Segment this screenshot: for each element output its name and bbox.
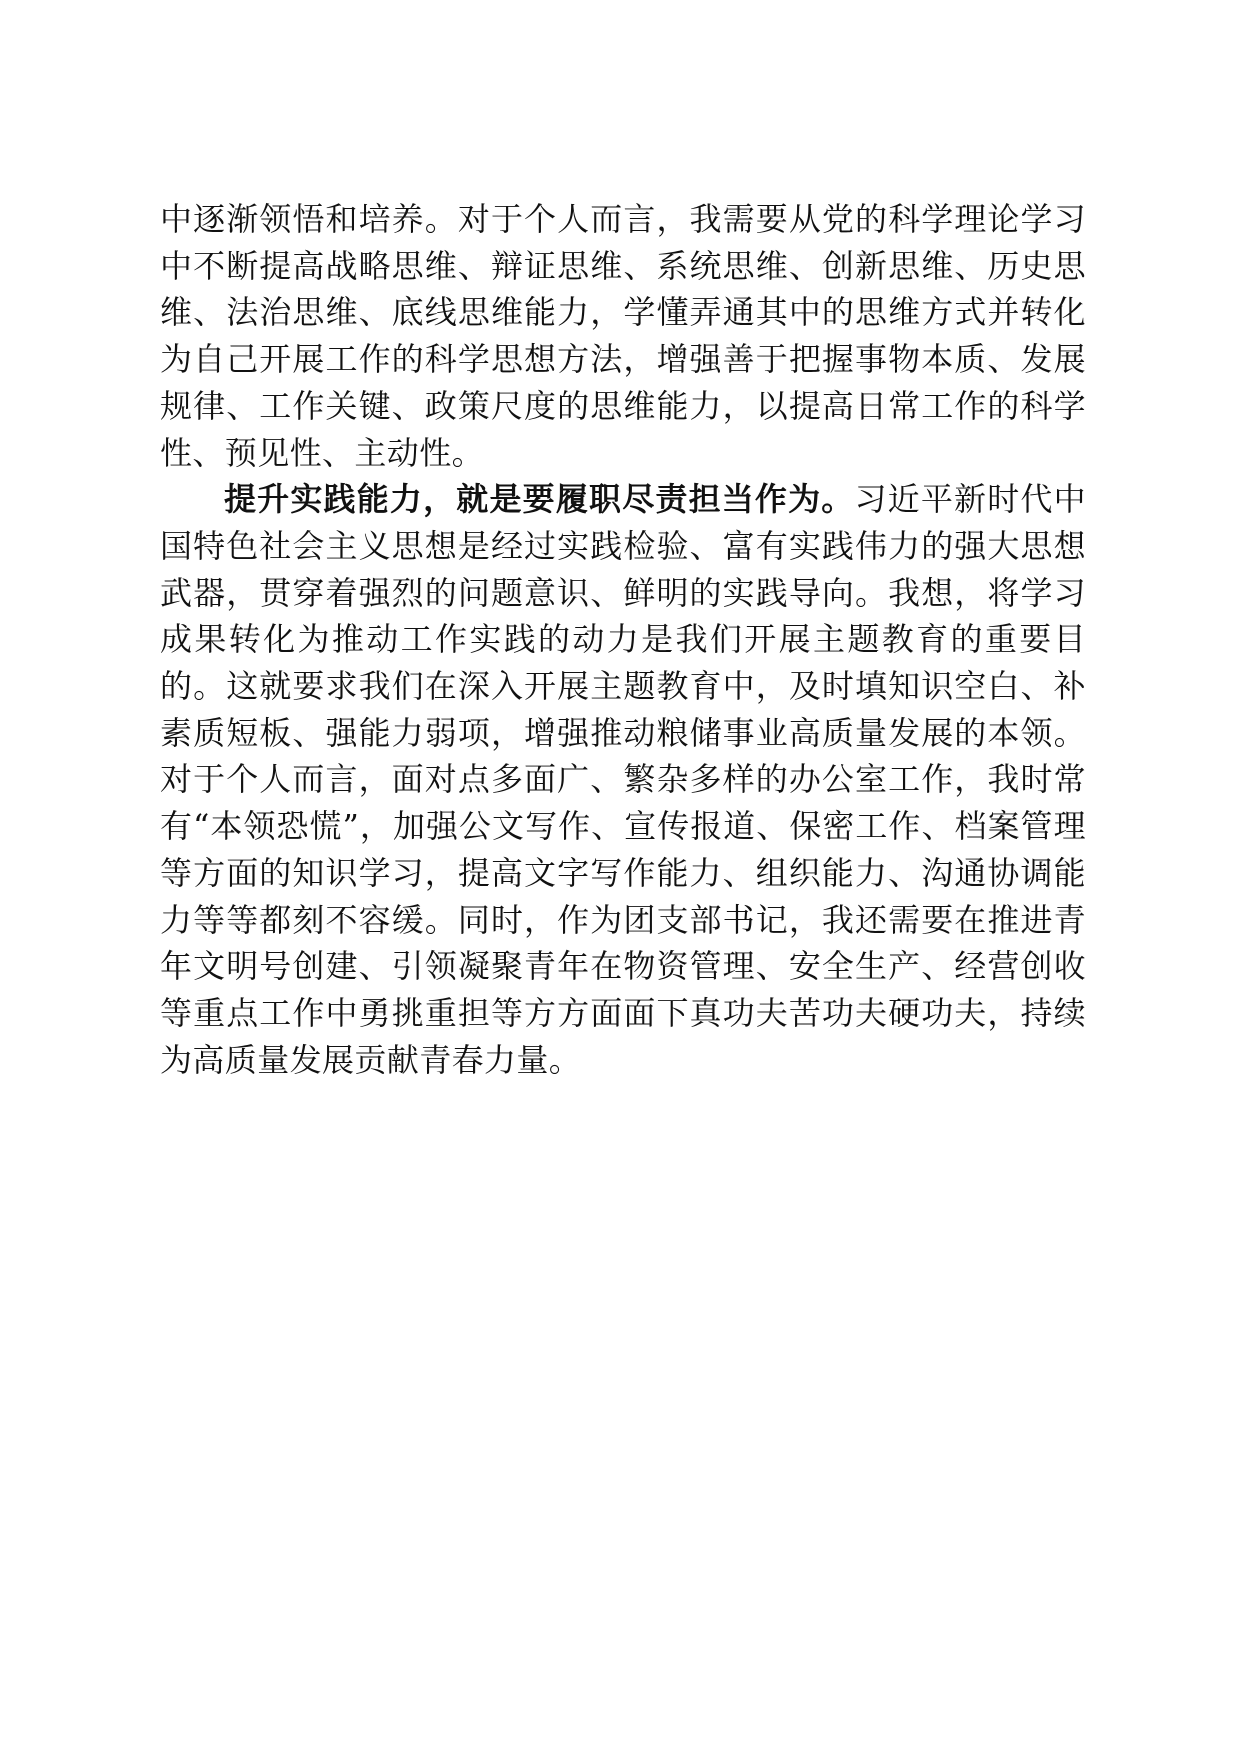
paragraph-practice-ability [160,476,1086,1083]
paragraph-1-text: 中逐渐领悟和培养。对于个人而言，我需要从党的科学理论学习中不断提高战略思维、辩证思维、系统思维、创新思维、历史思维、法治思维、底线思维能力，学懂弄通其中的思维方式并转化为自己开展工作的科学思想方法，增强善于把握事物本质、发展规律、工作关键、政策尺度的思维能力，以提高日常工作的科学性、预见性、主动性。 [160,200,1086,472]
paragraph-continuation [160,196,1086,476]
paragraph-2-text: 习近平新时代中国特色社会主义思想是经过实践检验、富有实践伟力的强大思想武器，贯穿着强烈的问题意识、鲜明的实践导向。我想，将学习成果转化为推动工作实践的动力是我们开展主题教育的重要目的。这就要求我们在深入开展主题教育中，及时填知识空白、补素质短板、强能力弱项，增强推动粮储事业高质量发展的本领。对于个人而言，面对点多面广、繁杂多样的办公室工作，我时常有“本领恐慌”，加强公文写作、宣传报道、保密工作、档案管理等方面的知识学习，提高文字写作能力、组织能力、沟通协调能力等等都刻不容缓。同时，作为团支部书记，我还需要在推进青年文明号创建、引领凝聚青年在物资管理、安全生产、经营创收等重点工作中勇挑重担等方方面面下真功夫苦功夫硬功夫，持续为高质量发展贡献青春力量。 [160,480,1086,1079]
document-body [160,196,1086,1083]
paragraph-2-lead-sentence: 提升实践能力，就是要履职尽责担当作为。 [224,480,855,519]
